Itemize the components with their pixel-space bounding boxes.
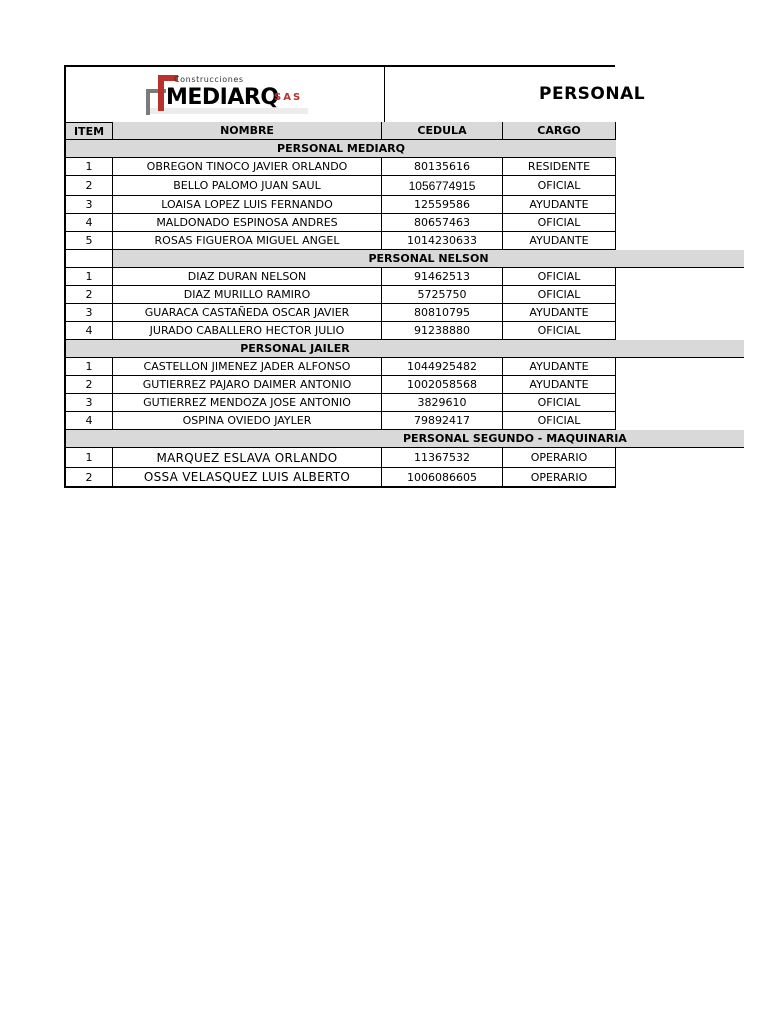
cell-cargo: AYUDANTE [503,358,616,376]
title-cell [383,65,646,123]
table-row [64,158,768,176]
cell-nombre: OSPINA OVIEDO JAYLER [112,412,382,430]
cell-cedula: 1044925482 [382,358,503,376]
cell-cedula: 12559586 [382,196,503,214]
section-title: PERSONAL SEGUNDO - MAQUINARIA [64,430,744,448]
section-title: PERSONAL JAILER [64,340,744,358]
cell-item: 3 [64,394,112,412]
cell-nombre: CASTELLON JIMENEZ JADER ALFONSO [112,358,382,376]
cell-nombre: OSSA VELASQUEZ LUIS ALBERTO [112,468,382,488]
cell-cedula: 5725750 [382,286,503,304]
cell-item: 1 [64,268,112,286]
logo-sas: SAS [274,92,303,103]
cell-cargo: AYUDANTE [503,232,616,250]
cell-nombre: LOAISA LOPEZ LUIS FERNANDO [112,196,382,214]
table-row [64,358,768,376]
logo-tagline: Construcciones [174,75,244,84]
cell-item: 5 [64,232,112,250]
cell-nombre: GUTIERREZ MENDOZA JOSE ANTONIO [112,394,382,412]
cell-cargo: RESIDENTE [503,158,616,176]
table-row [64,376,768,394]
cell-item: 2 [64,468,112,488]
cell-nombre: ROSAS FIGUEROA MIGUEL ANGEL [112,232,382,250]
cell-cargo: OFICIAL [503,286,616,304]
cell-cargo: AYUDANTE [503,304,616,322]
cell-nombre: GUARACA CASTAÑEDA OSCAR JAVIER [112,304,382,322]
cell-nombre: OBREGON TINOCO JAVIER ORLANDO [112,158,382,176]
cell-cargo: OFICIAL [503,176,616,196]
col-header-nombre: NOMBRE [112,122,382,140]
cell-cargo: OFICIAL [503,214,616,232]
cell-cargo: OFICIAL [503,394,616,412]
section-header [64,340,768,358]
cell-cargo: AYUDANTE [503,196,616,214]
cell-nombre: GUTIERREZ PAJARO DAIMER ANTONIO [112,376,382,394]
cell-item: 4 [64,322,112,340]
logo-wordmark: MEDIARQ [166,85,279,110]
table-row [64,304,768,322]
table-row [64,286,768,304]
cell-item: 4 [64,214,112,232]
cell-item: 3 [64,304,112,322]
cell-cedula: 1006086605 [382,468,503,488]
logo-cell [64,65,385,123]
table-row [64,196,768,214]
cell-cedula: 11367532 [382,448,503,468]
cell-nombre: MARQUEZ ESLAVA ORLANDO [112,448,382,468]
cell-nombre: JURADO CABALLERO HECTOR JULIO [112,322,382,340]
section-title: PERSONAL NELSON [112,250,744,268]
cell-cedula: 91462513 [382,268,503,286]
section-title: PERSONAL MEDIARQ [64,140,616,158]
section-header [64,430,768,448]
cell-cargo: OPERARIO [503,468,616,488]
cell-item: 2 [64,286,112,304]
personnel-sheet [64,65,768,488]
col-header-cargo: CARGO [503,122,616,140]
cell-item: 4 [64,412,112,430]
cell-cedula: 1014230633 [382,232,503,250]
company-logo [146,75,310,117]
cell-cedula: 79892417 [382,412,503,430]
cell-item: 1 [64,448,112,468]
cell-item: 1 [64,358,112,376]
table-row [64,412,768,430]
cell-nombre: BELLO PALOMO JUAN SAUL [112,176,382,196]
cell-cargo: OPERARIO [503,448,616,468]
table-row [64,322,768,340]
cell-cedula: 91238880 [382,322,503,340]
cell-item: 2 [64,176,112,196]
table-row [64,232,768,250]
table-row [64,268,768,286]
cell-cedula: 1002058568 [382,376,503,394]
cell-item: 2 [64,376,112,394]
table-row [64,176,768,196]
table-row [64,468,768,488]
table-row [64,394,768,412]
table-row [64,448,768,468]
col-header-cedula: CEDULA [382,122,503,140]
cell-cedula: 3829610 [382,394,503,412]
cell-cargo: OFICIAL [503,412,616,430]
cell-nombre: MALDONADO ESPINOSA ANDRES [112,214,382,232]
cell-cedula: 1056774915 [382,176,503,196]
sheet-header [64,65,768,122]
column-header-row [64,122,768,140]
cell-cedula: 80135616 [382,158,503,176]
cell-item: 3 [64,196,112,214]
cell-nombre: DIAZ MURILLO RAMIRO [112,286,382,304]
cell-cargo: OFICIAL [503,322,616,340]
cell-cargo: AYUDANTE [503,376,616,394]
cell-item: 1 [64,158,112,176]
cell-cedula: 80657463 [382,214,503,232]
cell-nombre: DIAZ DURAN NELSON [112,268,382,286]
section-header [64,250,768,268]
col-header-item: ITEM [64,122,112,140]
table-row [64,214,768,232]
section-lead-cell [64,250,112,268]
cell-cargo: OFICIAL [503,268,616,286]
sheet-title: PERSONAL [539,84,646,104]
section-header [64,140,768,158]
cell-cedula: 80810795 [382,304,503,322]
